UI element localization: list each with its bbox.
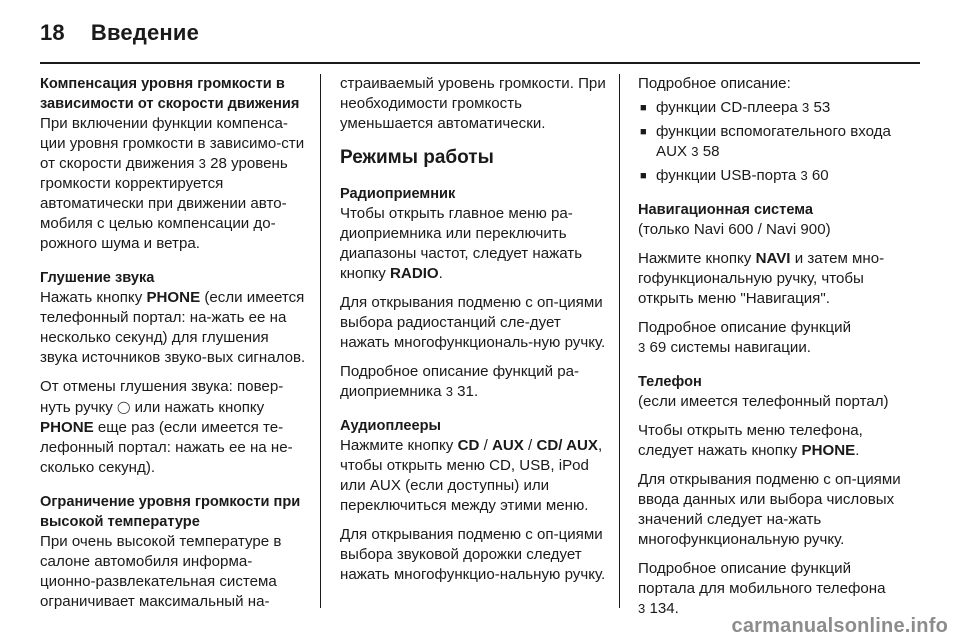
- section-phone: [638, 372, 910, 412]
- paragraph: [40, 288, 306, 368]
- button-name: CD/ AUX: [536, 437, 598, 454]
- page-ref-link[interactable]: 31: [457, 383, 474, 400]
- paragraph: (если имеется телефонный портал): [638, 393, 889, 410]
- section-heading: Ограничение уровня громкости при высокой температуре: [40, 494, 301, 530]
- section-heading: Глушение звука: [40, 270, 155, 286]
- paragraph: [340, 204, 608, 284]
- page-header: [40, 16, 199, 50]
- page-ref-link[interactable]: 58: [702, 143, 720, 160]
- page-ref-arrow-icon: 3: [800, 168, 808, 183]
- text: функции CD-плеера: [656, 99, 798, 116]
- button-name: PHONE: [801, 442, 856, 459]
- list-item: [638, 98, 910, 118]
- button-name: AUX: [491, 437, 524, 454]
- text: Подробное описание функций портала для мобильного телефона: [638, 560, 886, 597]
- section-title: Режимы работы: [340, 147, 494, 168]
- list-item: [638, 166, 910, 186]
- text: функции вспомогательного входа AUX: [656, 123, 891, 160]
- text: Нажать кнопку: [40, 289, 143, 306]
- section-mute: [40, 268, 306, 368]
- period: .: [438, 265, 443, 282]
- bullet-icon: ■: [640, 126, 647, 138]
- text: , чтобы открыть меню CD, USB, iPod или AUX (если доступны) или переключиться между этими меню.: [340, 437, 603, 514]
- text: Нажмите кнопку: [638, 250, 752, 267]
- page-ref-arrow-icon: 3: [638, 340, 646, 355]
- column-divider-1: [320, 74, 321, 608]
- section-heading: Телефон: [638, 374, 702, 390]
- section-navigation: [638, 200, 910, 240]
- button-name: CD: [457, 437, 480, 454]
- page-ref-link[interactable]: 53: [813, 99, 831, 116]
- text: Подробное описание функций: [638, 319, 852, 336]
- page-ref-link[interactable]: 134: [649, 600, 675, 617]
- section-audio-players: [340, 416, 608, 516]
- text: Чтобы открыть меню телефона, следует нажать кнопку: [638, 422, 863, 459]
- text: Чтобы открыть главное меню ра-диоприемника или переключить диапазоны частот, следует нажать кнопку: [340, 205, 583, 282]
- column-divider-2: [619, 74, 620, 608]
- text: При включении функции компенса-ции уровня громкости в зависимо-сти от скорости движения: [40, 115, 305, 172]
- period: .: [473, 383, 479, 400]
- section-heading: Компенсация уровня громкости в зависимости от скорости движения: [40, 76, 300, 112]
- text: (если имеется телефонный портал: на-жать ее на несколько секунд) для глушения звука источников звуко-вых сигналов.: [40, 289, 306, 366]
- paragraph: Для открывания подменю с оп-циями выбора радиостанций сле-дует нажать многофункциональ-ную ручку.: [340, 294, 606, 351]
- paragraph: [638, 318, 910, 358]
- list-item-text: [656, 98, 830, 118]
- page-ref-arrow-icon: 3: [802, 100, 810, 115]
- paragraph: Подробное описание:: [638, 75, 791, 92]
- page-number: 18: [40, 20, 65, 45]
- period: .: [855, 442, 860, 459]
- column-3: [638, 74, 910, 628]
- text: От отмены глушения звука: повер-нуть ручку: [40, 378, 284, 416]
- text: Нажмите кнопку: [340, 437, 454, 454]
- paragraph: При очень высокой температуре в салоне автомобиля информа-ционно-развлекательная система ограничивает максимальный на-: [40, 533, 282, 610]
- column-1: [40, 74, 306, 621]
- list-item-text: [656, 166, 829, 186]
- button-name: PHONE: [40, 419, 94, 436]
- paragraph: [40, 377, 306, 478]
- text: системы навигации.: [670, 339, 811, 356]
- page-ref-link[interactable]: 60: [811, 167, 829, 184]
- page-ref-arrow-icon: 3: [445, 384, 453, 399]
- watermark: carmanualsonline.info: [731, 615, 948, 637]
- paragraph: [638, 421, 910, 461]
- paragraph: [340, 362, 608, 402]
- text: Подробное описание функций ра-диоприемника: [340, 363, 580, 400]
- section-radio: [340, 184, 608, 284]
- text: еще раз (если имеется те-лефонный портал: нажать ее на не-сколько секунд).: [40, 419, 293, 476]
- paragraph: [40, 114, 306, 254]
- button-name: RADIO: [390, 265, 439, 282]
- section-heading: Навигационная система: [638, 202, 813, 218]
- list-item: [638, 122, 910, 162]
- text: уровень громкости корректируется автоматически при движении авто-мобиля с целью компенсации до-рожного шума и ветра.: [40, 155, 288, 252]
- text: функции USB-порта: [656, 167, 797, 184]
- paragraph: Нажмите кнопку CD / AUX / CD/ AUX, чтобы открыть меню CD, USB, iPod или AUX (если доступны) или переключиться между этими меню.: [340, 437, 603, 514]
- page-title: Введение: [90, 20, 200, 45]
- paragraph: [638, 559, 910, 619]
- page-ref-arrow-icon: 3: [638, 601, 646, 616]
- page-ref-link[interactable]: 28: [210, 155, 227, 172]
- text: и затем мно-гофункциональную ручку, чтобы открыть меню "Навигация".: [638, 250, 885, 307]
- text: или нажать кнопку: [134, 399, 265, 416]
- page-ref-link[interactable]: 69: [649, 339, 667, 356]
- period: .: [674, 600, 679, 617]
- section-heading: Радиоприемник: [340, 186, 456, 202]
- section-heading: Аудиоплееры: [340, 418, 441, 434]
- button-name: PHONE: [146, 289, 201, 306]
- button-name: NAVI: [755, 250, 791, 267]
- paragraph: [638, 249, 910, 309]
- paragraph: Для открывания подменю с оп-циями выбора звуковой дорожки следует нажать многофункцио-нальную ручку.: [340, 526, 606, 583]
- paragraph: страиваемый уровень громкости. При необходимости громкость уменьшается автоматически.: [340, 75, 606, 132]
- paragraph: Для открывания подменю с оп-циями ввода данных или выбора числовых значений следует на-жать многофункциональную ручку.: [638, 471, 901, 548]
- header-rule: [40, 62, 920, 64]
- section-volume-compensation: [40, 74, 306, 254]
- bullet-icon: ■: [640, 170, 647, 182]
- paragraph: (только Navi 600 / Navi 900): [638, 221, 831, 238]
- bullet-icon: ■: [640, 102, 647, 114]
- section-temperature-limit: [40, 492, 306, 612]
- page-ref-arrow-icon: 3: [198, 156, 206, 171]
- page-ref-arrow-icon: 3: [691, 144, 699, 159]
- knob-icon: ◯: [117, 400, 131, 414]
- list-item-text: [656, 122, 910, 162]
- column-2: [340, 74, 608, 594]
